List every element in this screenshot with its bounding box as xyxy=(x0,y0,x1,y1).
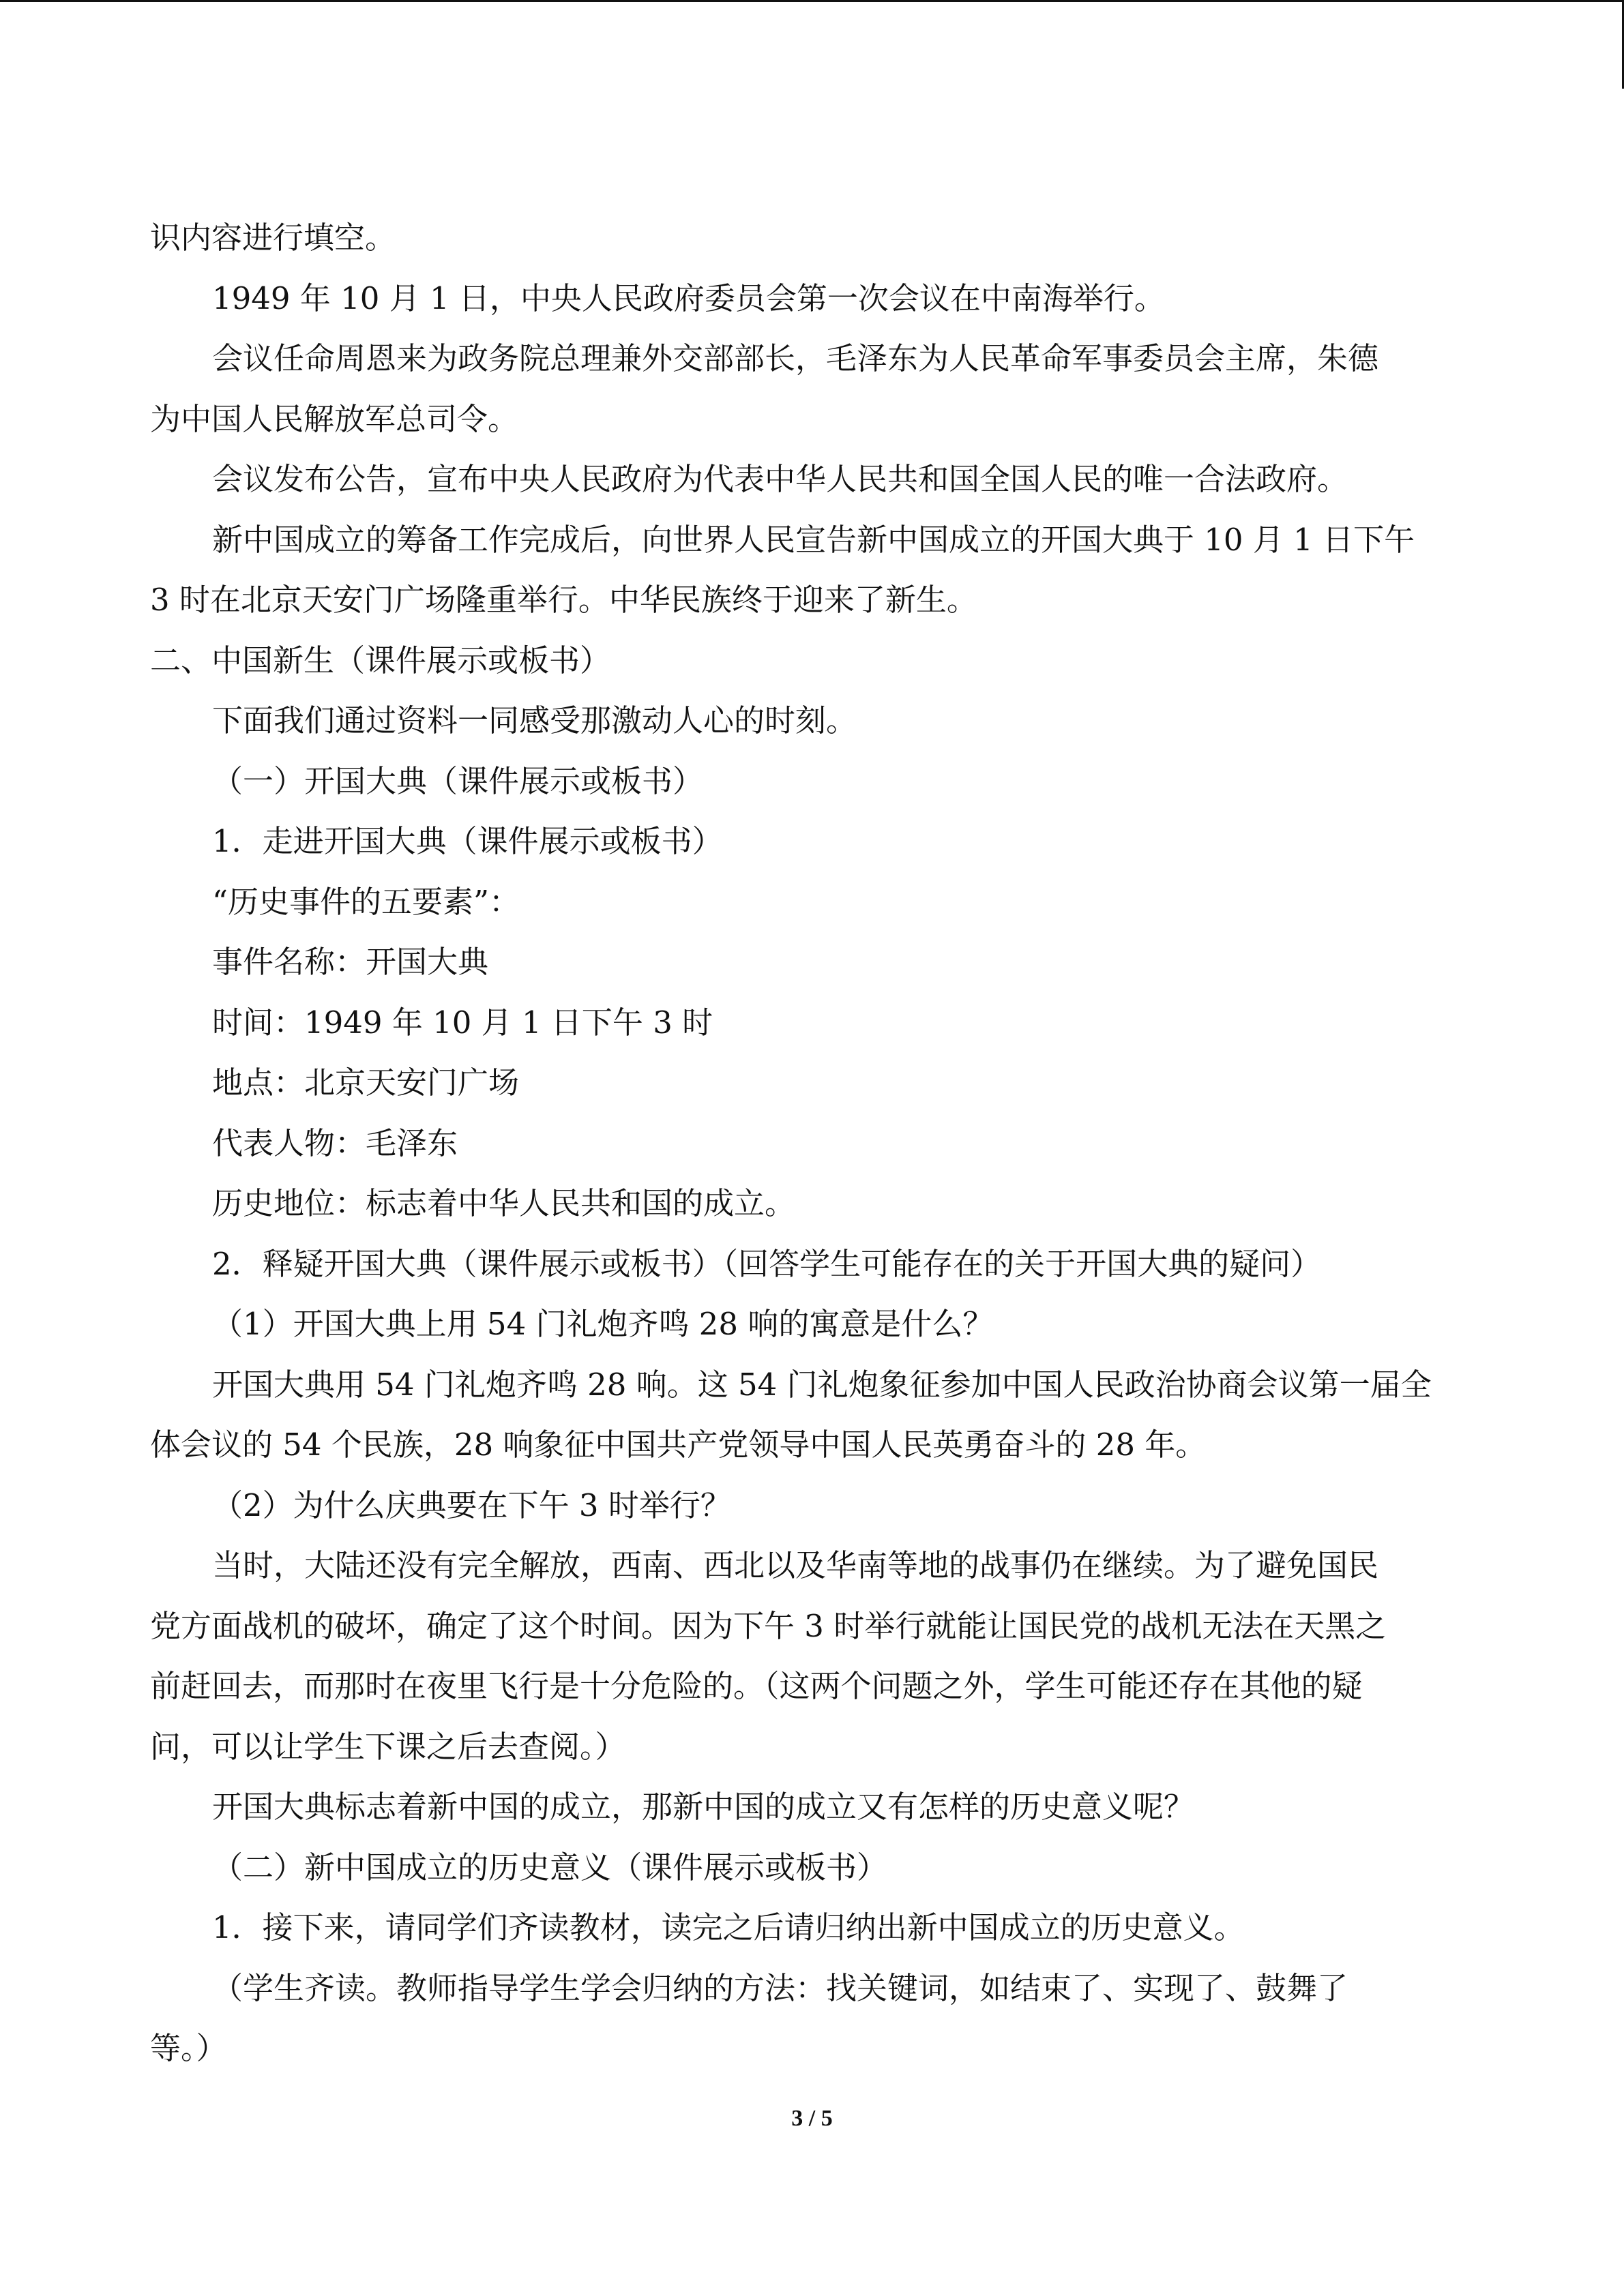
page-number: 3 / 5 xyxy=(791,2106,833,2131)
text-line-event-significance: 历史地位：标志着中华人民共和国的成立。 xyxy=(212,1185,796,1221)
subsection-heading-1: （一）开国大典（课件展示或板书） xyxy=(212,762,704,799)
question-1: （1）开国大典上用 54 门礼炮齐鸣 28 响的寓意是什么？ xyxy=(212,1306,994,1342)
text-line-continuation: 识内容进行填空。 xyxy=(150,220,396,256)
answer-2-cont-3: 问，可以让学生下课之后去查阅。） xyxy=(150,1728,626,1765)
text-line-appointments: 会议任命周恩来为政务院总理兼外交部部长，毛泽东为人民革命军事委员会主席，朱德 xyxy=(212,340,1379,376)
item-heading-significance: 1．接下来，请同学们齐读教材，读完之后请归纳出新中国成立的历史意义。 xyxy=(212,1909,1245,1945)
text-line-announcement: 会议发布公告，宣布中央人民政府为代表中华人民共和国全国人民的唯一合法政府。 xyxy=(212,461,1348,497)
answer-2: 当时，大陆还没有完全解放，西南、西北以及华南等地的战事仍在继续。为了避免国民 xyxy=(212,1547,1379,1583)
text-line-teacher-note-cont: 等。） xyxy=(150,2030,227,2066)
item-heading-2: 2．释疑开国大典（课件展示或板书）（回答学生可能存在的关于开国大典的疑问） xyxy=(212,1245,1322,1282)
answer-1: 开国大典用 54 门礼炮齐鸣 28 响。这 54 门礼炮象征参加中国人民政治协商会议第一届全 xyxy=(212,1366,1432,1403)
answer-2-cont-2: 前赶回去，而那时在夜里飞行是十分危险的。（这两个问题之外，学生可能还存在其他的疑 xyxy=(150,1668,1363,1704)
text-line-ceremony: 新中国成立的筹备工作完成后，向世界人民宣告新中国成立的开国大典于 10 月 1 日下午 xyxy=(212,521,1415,558)
section-heading-2: 二、中国新生（课件展示或板书） xyxy=(150,642,611,679)
text-line-ceremony-cont: 3 时在北京天安门广场隆重举行。中华民族终于迎来了新生。 xyxy=(150,582,977,618)
question-2: （2）为什么庆典要在下午 3 时举行？ xyxy=(212,1487,731,1523)
subsection-heading-2: （二）新中国成立的历史意义（课件展示或板书） xyxy=(212,1849,888,1885)
text-line-appointments-cont: 为中国人民解放军总司令。 xyxy=(150,400,519,437)
text-line-transition: 开国大典标志着新中国的成立，那新中国的成立又有怎样的历史意义呢？ xyxy=(212,1789,1195,1825)
text-line-event-time: 时间：1949 年 10 月 1 日下午 3 时 xyxy=(212,1004,713,1041)
text-line-teacher-note: （学生齐读。教师指导学生学会归纳的方法：找关键词，如结束了、实现了、鼓舞了 xyxy=(212,1969,1348,2006)
text-line-intro: 下面我们通过资料一同感受那激动人心的时刻。 xyxy=(212,702,857,739)
item-heading-1: 1．走进开国大典（课件展示或板书） xyxy=(212,823,723,859)
text-line-event-person: 代表人物：毛泽东 xyxy=(212,1124,458,1161)
answer-2-cont-1: 党方面战机的破坏，确定了这个时间。因为下午 3 时举行就能让国民党的战机无法在天黑之 xyxy=(150,1607,1387,1644)
document-body xyxy=(150,208,1477,2079)
text-line-five-elements: “历史事件的五要素”： xyxy=(212,883,520,920)
text-line-first-meeting: 1949 年 10 月 1 日，中央人民政府委员会第一次会议在中南海举行。 xyxy=(212,280,1165,316)
text-line-event-place: 地点：北京天安门广场 xyxy=(212,1064,520,1101)
top-border-line xyxy=(0,0,1624,2)
text-line-event-name: 事件名称：开国大典 xyxy=(212,944,489,980)
answer-1-cont: 体会议的 54 个民族，28 响象征中国共产党领导中国人民英勇奋斗的 28 年。 xyxy=(150,1427,1207,1463)
